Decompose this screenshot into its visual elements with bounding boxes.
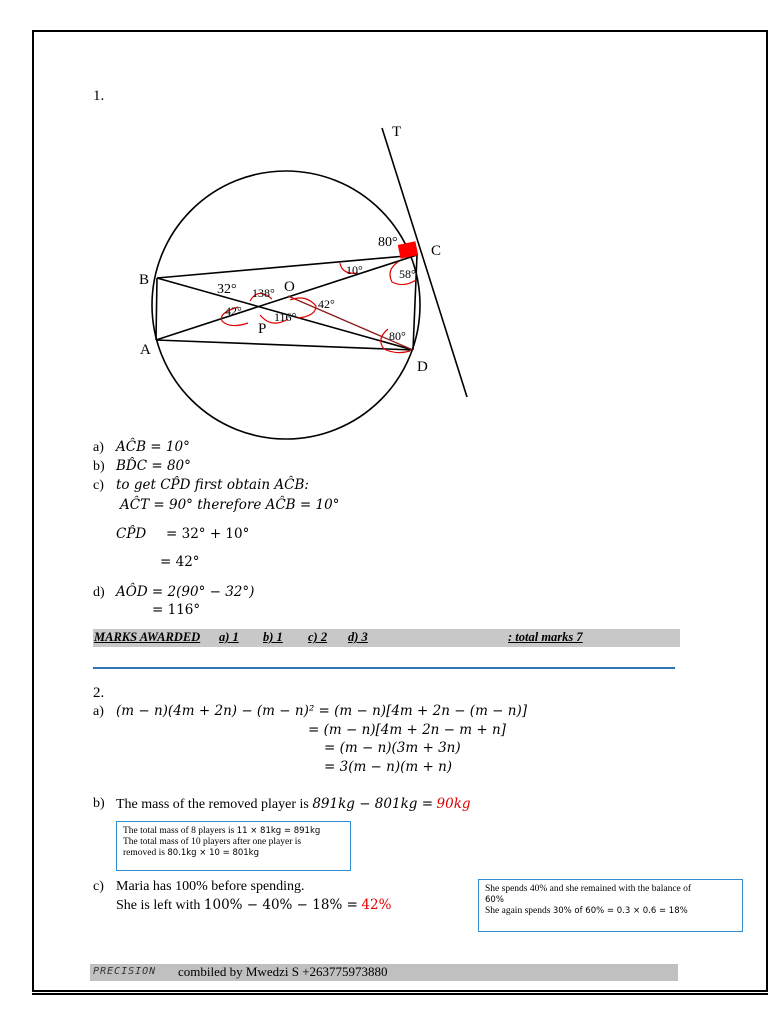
answer-a-text: AĈB = 10°	[116, 439, 190, 455]
box2-line1: She spends 40% and she remained with the balance of	[485, 884, 692, 894]
q2-a-line1: (m − n)(4m + 2n) − (m − n)² = (m − n)[4m + 2n − (m − n)]	[116, 703, 527, 719]
label-t: T	[392, 124, 402, 140]
label-b: B	[139, 272, 150, 288]
answer-b-text: BD̂C = 80°	[116, 458, 191, 474]
q2-c-line2-text: She is left with	[116, 898, 201, 913]
answer-c-line4: = 42°	[160, 554, 200, 570]
angle-80-top: 80°	[378, 235, 398, 250]
answer-c-line3-lhs: CP̂D	[116, 526, 147, 542]
q2-b-working-box	[116, 821, 351, 871]
answer-a-label: a)	[93, 440, 104, 455]
angle-138: 138°	[252, 286, 275, 300]
marks-total: : total marks 7	[508, 630, 583, 644]
angle-42-left: 42°	[225, 304, 242, 318]
angle-116: 116°	[274, 310, 297, 324]
q2-b-answer: 90kg	[436, 796, 471, 812]
marks-a: a) 1	[219, 630, 239, 644]
answer-c-line2: AĈT = 90° therefore AĈB = 10°	[120, 497, 340, 513]
chord-ad	[156, 340, 413, 350]
marks-b: b) 1	[263, 630, 283, 644]
label-d: D	[417, 359, 428, 375]
box2-line2: 60%	[485, 895, 504, 905]
chord-bc	[157, 255, 417, 278]
box1-line1-math: 11 × 81kg = 891kg	[236, 826, 321, 836]
box1-line1-text: The total mass of 8 players is	[123, 826, 235, 836]
footer-text: combiled by Mwedzi S +263775973880	[178, 964, 388, 979]
box1-line3	[123, 848, 344, 859]
section-divider	[93, 667, 675, 669]
q2-b-sentence	[116, 796, 471, 813]
footer-bar	[90, 964, 678, 981]
page-border-bottom	[32, 993, 768, 995]
q2-c-working-box	[478, 879, 743, 932]
q2-a-line2: = (m − n)[4m + 2n − m + n]	[308, 722, 506, 738]
marks-d: d) 3	[348, 630, 368, 644]
marks-label: MARKS AWARDED	[94, 630, 201, 644]
box1-line3-math: 80.1kg × 10 = 801kg	[167, 848, 259, 858]
label-o: O	[284, 279, 295, 295]
chord-ac	[156, 255, 417, 340]
marks-c: c) 2	[308, 630, 328, 644]
label-p: P	[258, 321, 267, 337]
answer-d-label: d)	[93, 585, 105, 600]
question-1-number: 1.	[93, 88, 105, 104]
box1-line1	[123, 826, 344, 837]
answer-d-line2: = 116°	[152, 602, 201, 618]
label-c: C	[431, 243, 442, 259]
box1-line3-text: removed is	[123, 848, 165, 858]
footer-brand: PRECISION	[93, 966, 157, 977]
q2-b-text: The mass of the removed player is	[116, 797, 309, 812]
box2-line3-math: 30% of 60% = 0.3 × 0.6 = 18%	[552, 906, 688, 916]
q2-c-line1: Maria has 100% before spending.	[116, 879, 305, 894]
question-2-number: 2.	[93, 685, 105, 701]
label-a: A	[140, 342, 151, 358]
q2-a-label: a)	[93, 704, 104, 719]
q2-c-line2	[116, 897, 391, 914]
angle-32: 32°	[217, 282, 237, 297]
angle-58: 58°	[399, 267, 416, 281]
q2-b-label: b)	[93, 796, 105, 811]
q2-c-answer: 42%	[361, 897, 392, 913]
answer-b-label: b)	[93, 459, 105, 474]
marks-awarded-bar	[93, 629, 680, 647]
answer-c-text: to get CP̂D first obtain AĈB:	[116, 477, 309, 493]
answer-c-label: c)	[93, 478, 104, 493]
chord-ab	[156, 278, 157, 340]
box1-line2: The total mass of 10 players after one player is	[123, 837, 302, 847]
circle	[152, 171, 420, 439]
answer-d-text: AÔD = 2(90° − 32°)	[116, 584, 255, 600]
circle-geometry-figure	[120, 115, 500, 440]
answer-c-line3-rhs: = 32° + 10°	[166, 526, 250, 542]
q2-b-math: 891kg − 801kg =	[312, 796, 434, 812]
angle-10: 10°	[346, 263, 363, 277]
q2-c-line2-math: 100% − 40% − 18% =	[203, 897, 358, 913]
q2-a-line4: = 3(m − n)(m + n)	[324, 759, 453, 775]
box2-line3-text: She again spends	[485, 906, 551, 916]
q2-a-line3: = (m − n)(3m + 3n)	[324, 740, 461, 756]
box2-line3	[485, 906, 736, 917]
angle-80-d: 80°	[389, 329, 406, 343]
angle-42-right: 42°	[318, 297, 335, 311]
q2-c-label: c)	[93, 879, 104, 894]
